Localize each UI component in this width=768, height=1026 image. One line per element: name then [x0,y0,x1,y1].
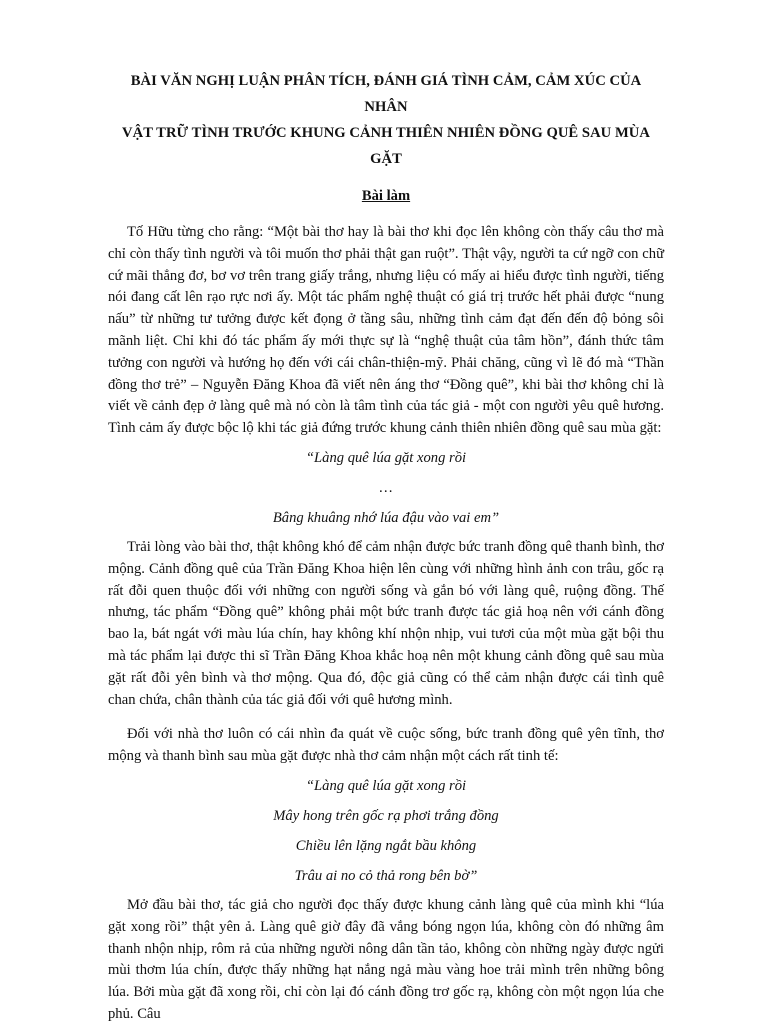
paragraph-1: Tố Hữu từng cho rằng: “Một bài thơ hay là bài thơ khi đọc lên không còn thấy câu thơ mà chỉ còn thấy tình người và tôi muốn thơ phải thật gan ruột”. Thật vậy, người ta cứ ngỡ con chữ cứ mãi thẳng đơ, bơ vơ trên trang giấy trắng, nhưng liệu có mấy ai hiểu được tình người, tiếng nói đang cất lên rạo rực nơi ấy. Một tác phẩm nghệ thuật có giá trị trước hết phải được “nung nấu” từ những tư tưởng được kết đọng ở tầng sâu, những tình cảm đạt đến đến độ bỏng sôi mãnh liệt. Chỉ khi đó tác phẩm ấy mới thực sự là “nghệ thuật của tâm hồn”, đánh thức tâm tưởng con người và hướng họ đến với cái chân-thiện-mỹ. Phải chăng, cũng vì lẽ đó mà “Thần đồng thơ trẻ” – Nguyễn Đăng Khoa đã viết nên áng thơ “Đồng quê”, khi bài thơ không chỉ là viết về cảnh đẹp ở làng quê mà nó còn là tâm tình của tác giả - một con người yêu quê hương. Tình cảm ấy được bộc lộ khi tác giả đứng trước khung cảnh thiên nhiên đồng quê sau mùa gặt: [108,224,664,437]
title-line-1: BÀI VĂN NGHỊ LUẬN PHÂN TÍCH, ĐÁNH GIÁ TÌNH CẢM, CẢM XÚC CỦA NHÂN [130,73,642,115]
paragraph-2: Trải lòng vào bài thơ, thật không khó để cảm nhận được bức tranh đồng quê thanh bình, thơ mộng. Cảnh đồng quê của Trần Đăng Khoa hiện lên cùng với những hình ảnh con trâu, gốc rạ rất đỗi quen thuộc đối với những con người sống và gắn bó với làng quê, ruộng đồng. Thế nhưng, tác phẩm “Đồng quê” không phải một bức tranh được tác giả hoạ nên với cánh đồng bao la, bát ngát với màu lúa chín, hay không khí nhộn nhịp, vui tươi của một mùa gặt bội thu mà tác phẩm lại được thi sĩ Trần Đăng Khoa khắc hoạ nên một khung cảnh đồng quê sau mùa gặt rất đỗi yên bình và thơ mộng. Qua đó, độc giả cũng có thể cảm nhận được cái tình quê chan chứa, chân thành của tác giả đối với quê hương mình. [108,538,664,708]
title-line-2: VẬT TRỮ TÌNH TRƯỚC KHUNG CẢNH THIÊN NHIÊN ĐỒNG QUÊ SAU MÙA GẶT [122,125,650,167]
verse-block-1 [108,448,664,528]
verse-block-2 [108,776,664,886]
paragraph-3: Đối với nhà thơ luôn có cái nhìn đa quát về cuộc sống, bức tranh đồng quê yên tĩnh, thơ mộng và thanh bình sau mùa gặt được nhà thơ cảm nhận một cách rất tinh tế: [108,726,664,765]
verse-line: “Làng quê lúa gặt xong rồi [305,449,467,466]
verse-line: Trâu ai no cỏ thả rong bên bờ” [294,867,478,884]
document-title [108,68,664,172]
subheading: Bài làm [361,188,411,204]
verse-line: Bâng khuâng nhớ lúa đậu vào vai em” [272,509,500,526]
verse-line: Mây hong trên gốc rạ phơi trắng đồng [273,807,499,824]
verse-ellipsis: … [379,479,393,496]
verse-line: “Làng quê lúa gặt xong rồi [305,777,467,794]
paragraph-4: Mở đầu bài thơ, tác giả cho người đọc thấy được khung cảnh làng quê của mình khi “lúa gặt xong rồi” thật yên ả. Làng quê giờ đây đã vắng bóng ngọn lúa, không còn đó những âm thanh nhộn nhịp, rôm rả của những người nông dân tần tảo, không còn những ngày được ngửi mùi thơm lúa chín, được thấy những hạt nắng ngả màu vàng hoe trải mình trên những bông lúa. Bởi mùa gặt đã xong rồi, chỉ còn lại đó cánh đồng trơ gốc rạ, không còn một ngọn lúa che phủ. Câu [108,896,664,1022]
verse-line: Chiều lên lặng ngắt bầu không [295,837,477,854]
